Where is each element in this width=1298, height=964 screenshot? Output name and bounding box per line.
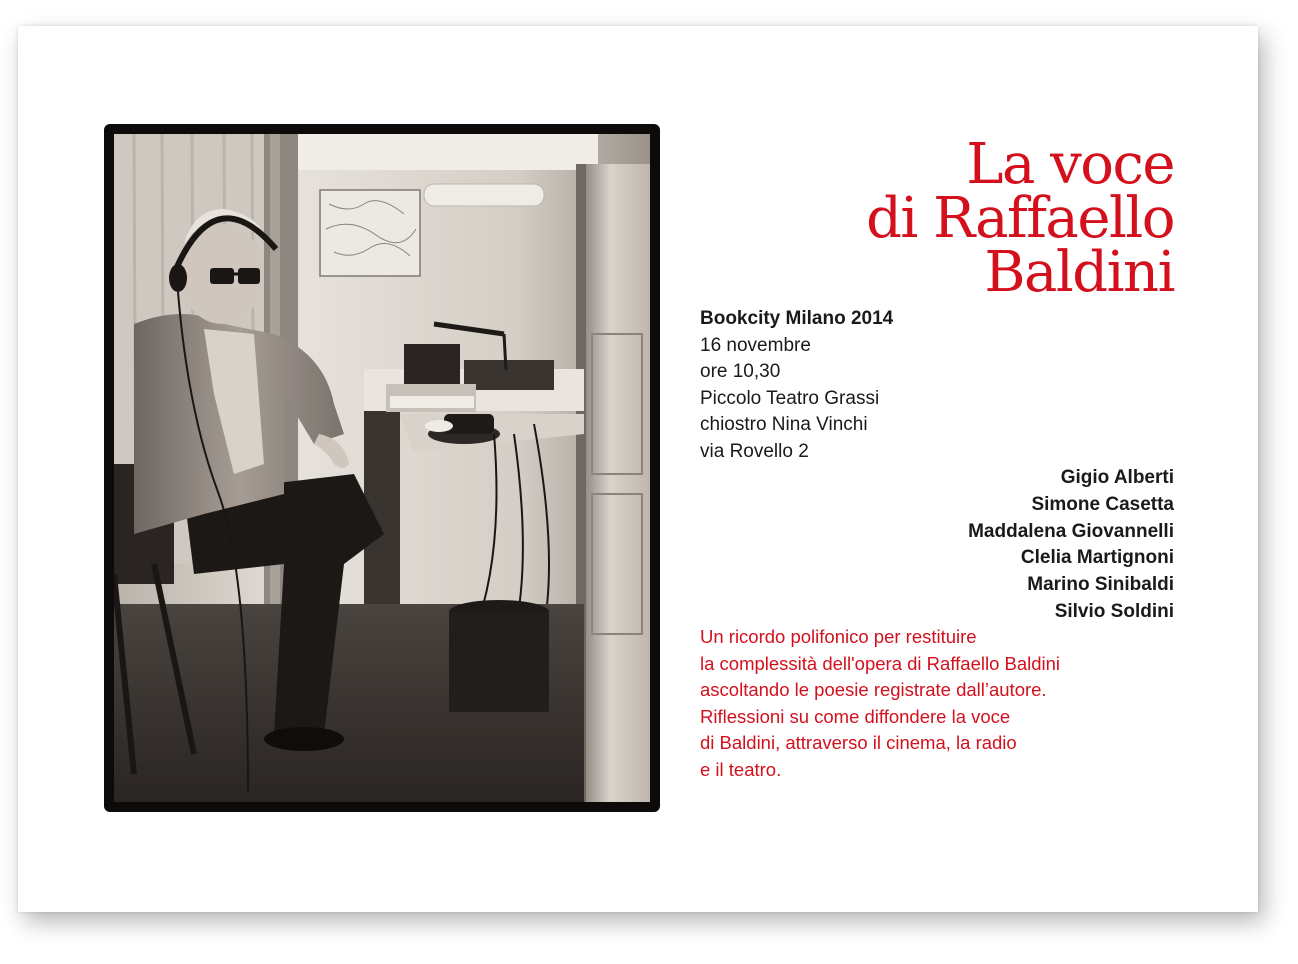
title-line-1: La voce <box>966 132 1174 197</box>
title-line-2: di Raffaello <box>866 186 1174 251</box>
event-address: via Rovello 2 <box>700 440 809 462</box>
poster-title <box>866 132 1174 305</box>
description-line: di Baldini, attraverso il cinema, la radio <box>700 732 1017 754</box>
photo-illustration <box>114 134 650 802</box>
speaker-name: Gigio Alberti <box>1060 467 1174 488</box>
event-time: ore 10,30 <box>700 361 781 382</box>
description-line: Riflessioni su come diffondere la voce <box>700 705 1011 727</box>
event-date: 16 novembre <box>700 334 811 356</box>
speaker-name: Silvio Soldini <box>1054 600 1174 622</box>
speaker-name: Clelia Martignoni <box>1020 547 1174 569</box>
speakers-list <box>968 465 1174 626</box>
speaker-name: Marino Sinibaldi <box>1027 574 1174 596</box>
author-photo <box>104 124 660 812</box>
event-description <box>700 624 1060 784</box>
description-line: la complessità dell'opera di Raffaello Baldini <box>700 652 1061 674</box>
event-room: chiostro Nina Vinchi <box>700 414 868 435</box>
speaker-name: Simone Casetta <box>1031 493 1174 515</box>
description-line: Un ricordo polifonico per restituire <box>700 626 977 647</box>
title-line-3: Baldini <box>984 240 1174 305</box>
description-line: e il teatro. <box>700 758 782 780</box>
event-name: Bookcity Milano 2014 <box>700 308 894 329</box>
event-venue: Piccolo Teatro Grassi <box>700 387 880 409</box>
description-line: ascoltando le poesie registrate dall’autore. <box>700 679 1047 701</box>
event-details <box>700 306 893 465</box>
speaker-name: Maddalena Giovannelli <box>968 520 1174 542</box>
